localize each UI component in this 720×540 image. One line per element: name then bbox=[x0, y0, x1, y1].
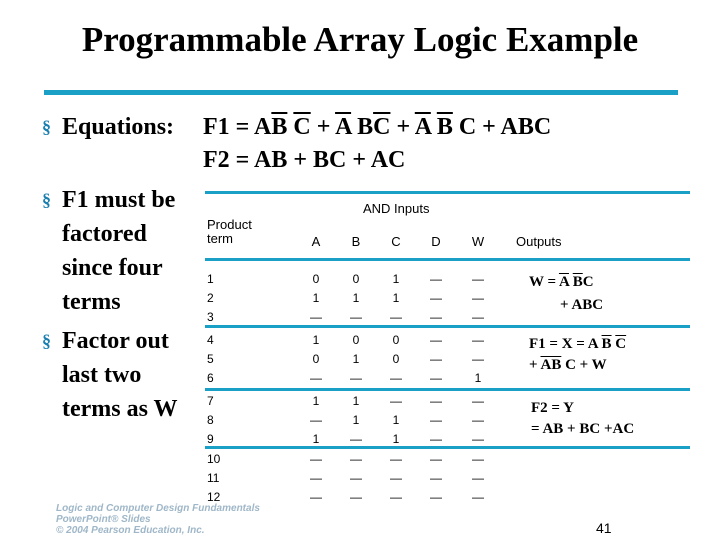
table-row-rule bbox=[205, 325, 690, 328]
column-header-d: D bbox=[431, 234, 441, 249]
outputs-header: Outputs bbox=[516, 234, 562, 249]
output-f2-line-2: = AB + BC +AC bbox=[531, 421, 635, 437]
term-number: 1 bbox=[207, 272, 214, 286]
cell-column-w: — — — bbox=[472, 272, 484, 324]
and-inputs-header: AND Inputs bbox=[363, 201, 430, 216]
factored-line-4: terms bbox=[62, 289, 121, 315]
term-number: 10 bbox=[207, 452, 221, 466]
bullet-marker: § bbox=[42, 117, 51, 137]
product-term-group-2 bbox=[207, 331, 214, 388]
cell-column-d: — — — bbox=[430, 272, 442, 324]
output-w-line-2: + ABC bbox=[560, 297, 604, 313]
output-f2-line-1: F2 = Y bbox=[531, 400, 574, 416]
title-divider bbox=[44, 90, 678, 95]
cell-column-b: 1 1 — bbox=[350, 394, 362, 446]
bullet-marker: § bbox=[42, 331, 51, 351]
table-row-rule bbox=[205, 258, 690, 261]
product-term-group-3 bbox=[207, 392, 214, 449]
cell-column-b: 0 1 — bbox=[350, 272, 362, 324]
term-number: 2 bbox=[207, 291, 214, 305]
table-row-rule bbox=[205, 388, 690, 391]
f1-equation: $F1 = A\overline{B}$ $\overline{C} + \overline{A}$ $B\overline{C} + \overline{A}$ $\overline{B}$ C + ABC bbox=[203, 114, 552, 140]
cell-column-c: — — — bbox=[390, 452, 402, 504]
table-top-rule bbox=[205, 191, 690, 194]
equations-label: Equations: bbox=[62, 114, 175, 140]
output-w-line-1: $W = \overline{A}$ $\overline{B}C$ bbox=[529, 274, 594, 290]
footer-line-2: PowerPoint® Slides bbox=[56, 514, 151, 525]
term-number: 7 bbox=[207, 394, 214, 408]
term-number: 11 bbox=[207, 471, 220, 485]
cell-column-w: — — — bbox=[472, 394, 484, 446]
cell-column-w: — — — bbox=[472, 452, 484, 504]
column-header-b: B bbox=[351, 234, 361, 249]
factored-line-2: factored bbox=[62, 221, 147, 247]
output-f1-line-1: F1 = X = A $\overline{B}$ $\overline{C}$ bbox=[529, 336, 627, 352]
cell-column-c: 1 1 — bbox=[390, 272, 402, 324]
product-term-header: Product term bbox=[207, 217, 252, 246]
term-number: 4 bbox=[207, 333, 214, 347]
footer-line-3: © 2004 Pearson Education, Inc. bbox=[56, 525, 205, 536]
cell-column-b: — — — bbox=[350, 452, 362, 504]
cell-column-c: 0 0 — bbox=[390, 333, 402, 385]
factor-out-line-2: last two bbox=[62, 362, 142, 388]
term-number: 9 bbox=[207, 432, 214, 446]
product-term-group-1 bbox=[207, 270, 214, 327]
cell-column-d: — — — bbox=[430, 452, 442, 504]
table-row-rule bbox=[205, 446, 690, 449]
column-header-w: W bbox=[471, 234, 485, 249]
cell-column-a: 0 1 — bbox=[310, 272, 322, 324]
cell-column-a: 1 — 1 bbox=[310, 394, 322, 446]
footer-line-1: Logic and Computer Design Fundamentals bbox=[56, 503, 260, 514]
cell-column-d: — — — bbox=[430, 394, 442, 446]
term-number: 5 bbox=[207, 352, 214, 366]
slide-title: Programmable Array Logic Example bbox=[81, 20, 639, 59]
term-number: 6 bbox=[207, 371, 214, 385]
cell-column-c: — 1 1 bbox=[390, 394, 402, 446]
cell-column-d: — — — bbox=[430, 333, 442, 385]
cell-column-a: 1 0 — bbox=[310, 333, 322, 385]
product-term-group-4 bbox=[207, 450, 220, 507]
term-number: 3 bbox=[207, 310, 214, 324]
output-f1-line-2: + $\overline{AB}$ C + W bbox=[529, 357, 607, 373]
bullet-marker: § bbox=[42, 190, 51, 210]
footer-credit bbox=[56, 503, 260, 536]
term-number: 12 bbox=[207, 490, 221, 504]
cell-column-w: — — 1 bbox=[472, 333, 484, 385]
cell-column-b: 0 1 — bbox=[350, 333, 362, 385]
column-header-a: A bbox=[311, 234, 321, 249]
factored-line-3: since four bbox=[62, 255, 163, 281]
column-header-c: C bbox=[391, 234, 401, 249]
cell-column-a: — — — bbox=[310, 452, 322, 504]
factor-out-line-3: terms as W bbox=[62, 396, 178, 422]
f2-equation: F2 = AB + BC + AC bbox=[203, 147, 406, 173]
factor-out-line-1: Factor out bbox=[62, 328, 169, 354]
page-number: 41 bbox=[596, 520, 612, 536]
term-number: 8 bbox=[207, 413, 214, 427]
factored-line-1: F1 must be bbox=[62, 187, 176, 213]
